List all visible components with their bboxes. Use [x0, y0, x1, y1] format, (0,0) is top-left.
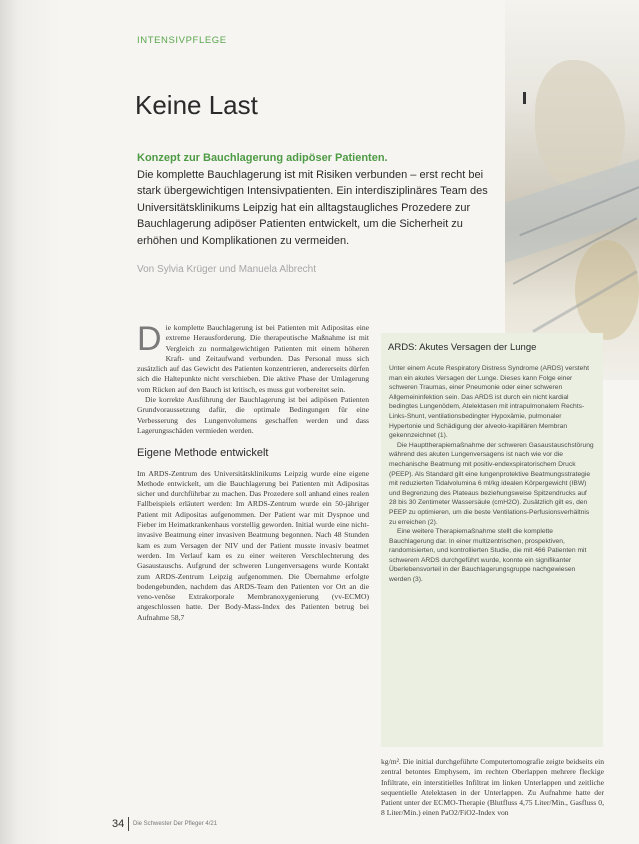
page-number: 34 [112, 818, 125, 830]
info-box-paragraph: Unter einem Acute Respiratory Distress Syndrome (ARDS) versteht man ein akutes Versagen der Lunge. Dieses kann Folge einer schweren Traumas, einer Pneumonie oder einer schweren Allgemeininfektion sein. Das ARDS ist durch ein nicht kardial bedingtes Lungenödem, Atelektasen mit intrapulmonalem Rechts-Links-Shunt, ventilationsbedingter Hypoxämie, pulmonaler Hypertonie und Schädigung der alveolo-kapillären Membran gekennzeichnet (1). [389, 365, 589, 440]
photo-detail [523, 92, 526, 104]
paragraph: Im ARDS-Zentrum des Universitätsklinikums Leipzig wurde eine eigene Methode entwickelt, um die Bauchlagerung bei Patienten mit Adipositas sicher und durchführbar zu machen. Das Prozedere soll anhand eines realen Fallbeispiels erläutert werden: Im ARDS-Zentrum wurde ein 50-jähriger Patient mit Adipositas aufgenommen. Der Patient war mit Dyspnoe und Fieber im Heimatkrankenhaus vorstellig geworden. Initial wurde eine nicht-invasive Beatmung einer invasiven Beatmung begonnen. Nach 48 Stunden kam es zum Versagen der NIV und der Patient musste invasiv beatmet werden. Im Verlauf kam es zu einer weiteren Verschlechterung des Gasaustauschs. Aufgrund der schweren Lungenversagens wurde Kontakt zum ARDS-Zentrum Leipzig aufgenommen. Die Übernahme erfolgte bodengebunden, nachdem das ARDS-Team den Patienten vor Ort an die veno-venöse Extrakorporale Membranoxygenierung (vv-ECMO) angeschlossen hatte. Der Body-Mass-Index des Patienten betrug bei Aufnahme 58,7 [137, 468, 369, 622]
lead-text: Die komplette Bauchlagerung ist mit Risiken verbunden – erst recht bei stark übergewichtigen Intensivpatienten. Ein interdisziplinäres Team des Universitätsklinikums Leipzig hat ein alltagstaugliches Prozedere zur Bauchlagerung adipöser Patienten entwickelt, um die Sicherheit zu erhöhen und Komplikationen zu vermeiden. [137, 168, 488, 247]
info-box-heading: ARDS: Akutes Versagen der Lunge [388, 342, 537, 353]
info-box-paragraph: Eine weitere Therapiemaßnahme stellt die komplette Bauchlagerung dar. In einer multizentrischen, prospektiven, randomisierten, und kontrollierten Studie, die mit 466 Patienten mit schwerem ARDS durchgeführt wurde, konnte ein signifikanter Überlebensvorteil in der Bauchlagerungsgruppe nachgewiesen werden (3). [389, 528, 587, 584]
section-label: INTENSIVPFLEGE [137, 35, 227, 46]
article-title: Keine Last [135, 90, 258, 120]
paragraph: Die korrekte Ausführung der Bauchlagerung ist bei adipösen Patienten Grundvoraussetzung dafür, die optimale Bedingungen für eine Verbesserung des Lungenvolumens geschaffen werden und dass Lagerungsschäden vermieden werden. [137, 395, 369, 435]
drop-cap: D [137, 320, 162, 358]
lead-kicker: Konzept zur Bauchlagerung adipöser Patienten. [137, 152, 388, 164]
journal-name: Die Schwester Der Pfleger 4/21 [133, 821, 218, 827]
footer-divider [128, 817, 129, 831]
article-lead [137, 150, 497, 249]
left-column [137, 320, 369, 623]
paragraph: kg/m². Die initial durchgeführte Computertomografie zeigte beidseits ein zentral betontes Emphysem, im rechten Oberlappen mehrere fleckige Infiltrate, ein interstitielles Infiltrat im linken Unterlappen und zeitliche sequentielle Atelektasen in der Unterlappen. Zu Aufnahme hatte der Patient unter der ECMO-Therapie (Blutfluss 4,75 Liter/Min., Gasfluss 0, 8 Liter/Min.) einen PaO2/FiO2-Index von [381, 757, 604, 818]
header-photo [505, 0, 639, 380]
paragraph-text: ie komplette Bauchlagerung ist bei Patienten mit Adipositas eine extreme Herausforderung. Die therapeutische Maßnahme ist mit Vergleich zu normalgewichtigen Patienten mit einem höheren Kraft- und Zeitaufwand verbunden. Das Personal muss sich zusätzlich auf das Gewicht des Patienten konzentrieren, andererseits dürfen sich die Haltepunkte nicht verschieben. Die aktive Phase der Umlagerung vom Rücken auf den Bauch ist kritisch, es muss gut vorbereitet sein. [137, 323, 369, 394]
info-box [381, 333, 603, 747]
article-authors: Von Sylvia Krüger und Manuela Albrecht [137, 264, 316, 275]
paragraph [137, 320, 369, 395]
section-subheading: Eigene Methode entwickelt [137, 447, 269, 460]
info-box-body [389, 364, 595, 585]
right-column [381, 757, 604, 819]
info-box-paragraph: Die Haupttherapiemaßnahme der schweren Gasaustauschstörung während des akuten Lungenversagens ist nach wie vor die mechanische Beatmung mit positiv-endexspiratorischem Druck (PEEP). Als Standard gilt eine lungenprotektive Beatmungsstrategie mit reduzierten Tidalvolumina 6 ml/kg idealen Körpergewicht (IBW) und Begrenzung des Plateaus beziehungsweise Spitzendrucks auf 28 bis 30 Zentimeter Wassersäule (cmH2O). Zusätzlich gilt es, den PEEP zu optimieren, um die beste Ventilations-Perfusionsverhältnis zu erreichen (2). [389, 441, 594, 526]
